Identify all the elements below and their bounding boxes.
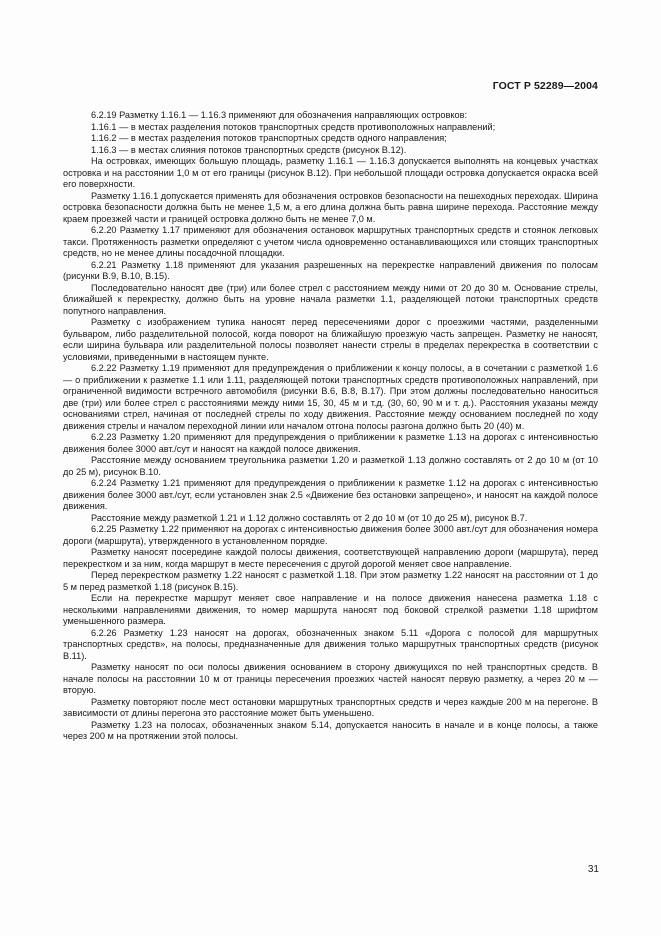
document-body <box>63 110 598 743</box>
paragraph: 6.2.24 Разметку 1.21 применяют для предупреждения о приближении к разметке 1.12 на дорогах с интенсивностью движения более 3000 авт./сут, если установлен знак 2.5 «Движение без остановки запрещено», и наносят на каждой полосе движения. <box>63 478 598 511</box>
paragraph: 1.16.1 — в местах разделения потоков транспортных средств противоположных направлений; <box>91 121 496 132</box>
paragraph: Расстояние между основанием треугольника разметки 1.20 и разметкой 1.13 должно составлять от 2 до 10 м (от 10 до 25 м), рисунок В.10. <box>63 455 598 477</box>
paragraph: Последовательно наносят две (три) или более стрел с расстоянием между ними от 20 до 30 м. Основание стрелы, ближайшей к перекрестку, должно быть на уровне начала разметки 1.1, разделяющей потоки транспортных средств попутного направления. <box>63 282 598 316</box>
paragraph: 6.2.21 Разметку 1.18 применяют для указания разрешенных на перекрестке направлений движения по полосам (рисунки В.9, В.10, В.15). <box>63 259 598 281</box>
paragraph: Разметку с изображением тупика наносят перед пересечениями дорог с проезжими частями, разделенными бульваром, либо разделительной полосой, когда поворот на ближайшую проезжую часть запрещен. Разметку не наносят, если ширина бульвара или разделительной полосы позволяет нанести стрелы в пределах перекрестка в соответствии с условиями, приведенными в настоящем пункте. <box>63 317 598 362</box>
paragraph: Разметку наносят посередине каждой полосы движения, соответствующей направлению дороги (маршрута), перед перекрестком и за ним, когда маршрут в месте пересечения с другой дорогой меняет свое направление. <box>63 547 598 569</box>
paragraph: Разметку 1.23 на полосах, обозначенных знаком 5.14, допускается наносить в начале и в конце полосы, а также через 200 м на протяжении этой полосы. <box>63 719 598 741</box>
paragraph: 6.2.19 Разметку 1.16.1 — 1.16.3 применяют для обозначения направляющих островков: <box>91 110 468 120</box>
standard-header: ГОСТ Р 52289—2004 <box>492 80 598 92</box>
paragraph: 6.2.22 Разметку 1.19 применяют для предупреждения о приближении к концу полосы, а в сочетании с разметкой 1.6 — о приближении к разметке 1.1 или 1.11, разделяющей потоки транспортных средств противоположных направлений, при ограниченной видимости встречного автомобиля (рисунки В.6, В.8, В.17). При этом должны последовательно наноситься две (три) или более стрел с расстояниями между ними 15, 30, 45 м и т.д. (30, 60, 90 м и т. д.). Расстояния указаны между основаниями стрел, начиная от последней стрелы по ходу движения. Расстояние между основанием последней по ходу движения стрелы и началом переходной линии или началом отгона полосы разгона должно быть 20 (40) м. <box>63 363 598 431</box>
paragraph: 6.2.20 Разметку 1.17 применяют для обозначения остановок маршрутных транспортных средств и стоянок легковых такси. Протяженность разметки определяют с учетом числа одновременно останавливающихся или стоящих транспортных средств, но не менее длины посадочной площадки. <box>63 225 598 258</box>
paragraph: Разметку наносят по оси полосы движения основанием в сторону движущихся по ней транспортных средств. В начале полосы на расстоянии 10 м от границы пересечения проезжих частей наносят первую разметку, а через 20 м — вторую. <box>63 662 598 695</box>
paragraph: Расстояние между разметкой 1.21 и 1.12 должно составлять от 2 до 10 м (от 10 до 25 м), рисунок В.7. <box>91 512 528 523</box>
paragraph: Разметку повторяют после мест остановки маршрутных транспортных средств и через каждые 200 м на перегоне. В зависимости от длины перегона это расстояние может быть уменьшено. <box>63 696 598 718</box>
paragraph: Перед перекрестком разметку 1.22 наносят с разметкой 1.18. При этом разметку 1.22 наносят на расстоянии от 1 до 5 м перед разметкой 1.18 (рисунок В.15). <box>63 570 598 592</box>
paragraph: 1.16.2 — в местах разделения потоков транспортных средств одного направления; <box>91 133 447 143</box>
paragraph: На островках, имеющих большую площадь, разметку 1.16.1 — 1.16.3 допускается выполнять на концевых участках островка и на расстоянии 1,0 м от его границы (рисунок В.12). При небольшой площади островка допускается окраска всей его поверхности. <box>63 156 598 189</box>
paragraph: Разметку 1.16.1 допускается применять для обозначения островков безопасности на пешеходных переходах. Ширина островка безопасности должна быть не менее 1,5 м, а его длина должна быть равна ширине перехода. Расстояние между краем проезжей части и границей островка должно быть не менее 7,0 м. <box>63 190 598 224</box>
paragraph: 1.16.3 — в местах слияния потоков транспортных средств (рисунок В.12). <box>91 144 407 155</box>
paragraph: 6.2.26 Разметку 1.23 наносят на дорогах, обозначенных знаком 5.11 «Дорога с полосой для маршрутных транспортных средств», на полосы, предназначенные для движения только маршрутных транспортных средств (рисунок В.11). <box>63 627 598 661</box>
page-number: 31 <box>587 864 599 875</box>
paragraph: 6.2.23 Разметку 1.20 применяют для предупреждения о приближении к разметке 1.13 на дорогах с интенсивностью движения более 3000 авт./сут и наносят на каждой полосе движения. <box>63 432 598 454</box>
paragraph: Если на перекрестке маршрут меняет свое направление и на полосе движения нанесена разметка 1.18 с несколькими направлениями движения, то номер маршрута наносят под боковой стрелкой разметки 1.18 шрифтом уменьшенного размера. <box>63 593 598 626</box>
paragraph: 6.2.25 Разметку 1.22 применяют на дорогах с интенсивностью движения более 3000 авт./сут для обозначения номера дороги (маршрута), утвержденного в установленном порядке. <box>63 524 598 546</box>
